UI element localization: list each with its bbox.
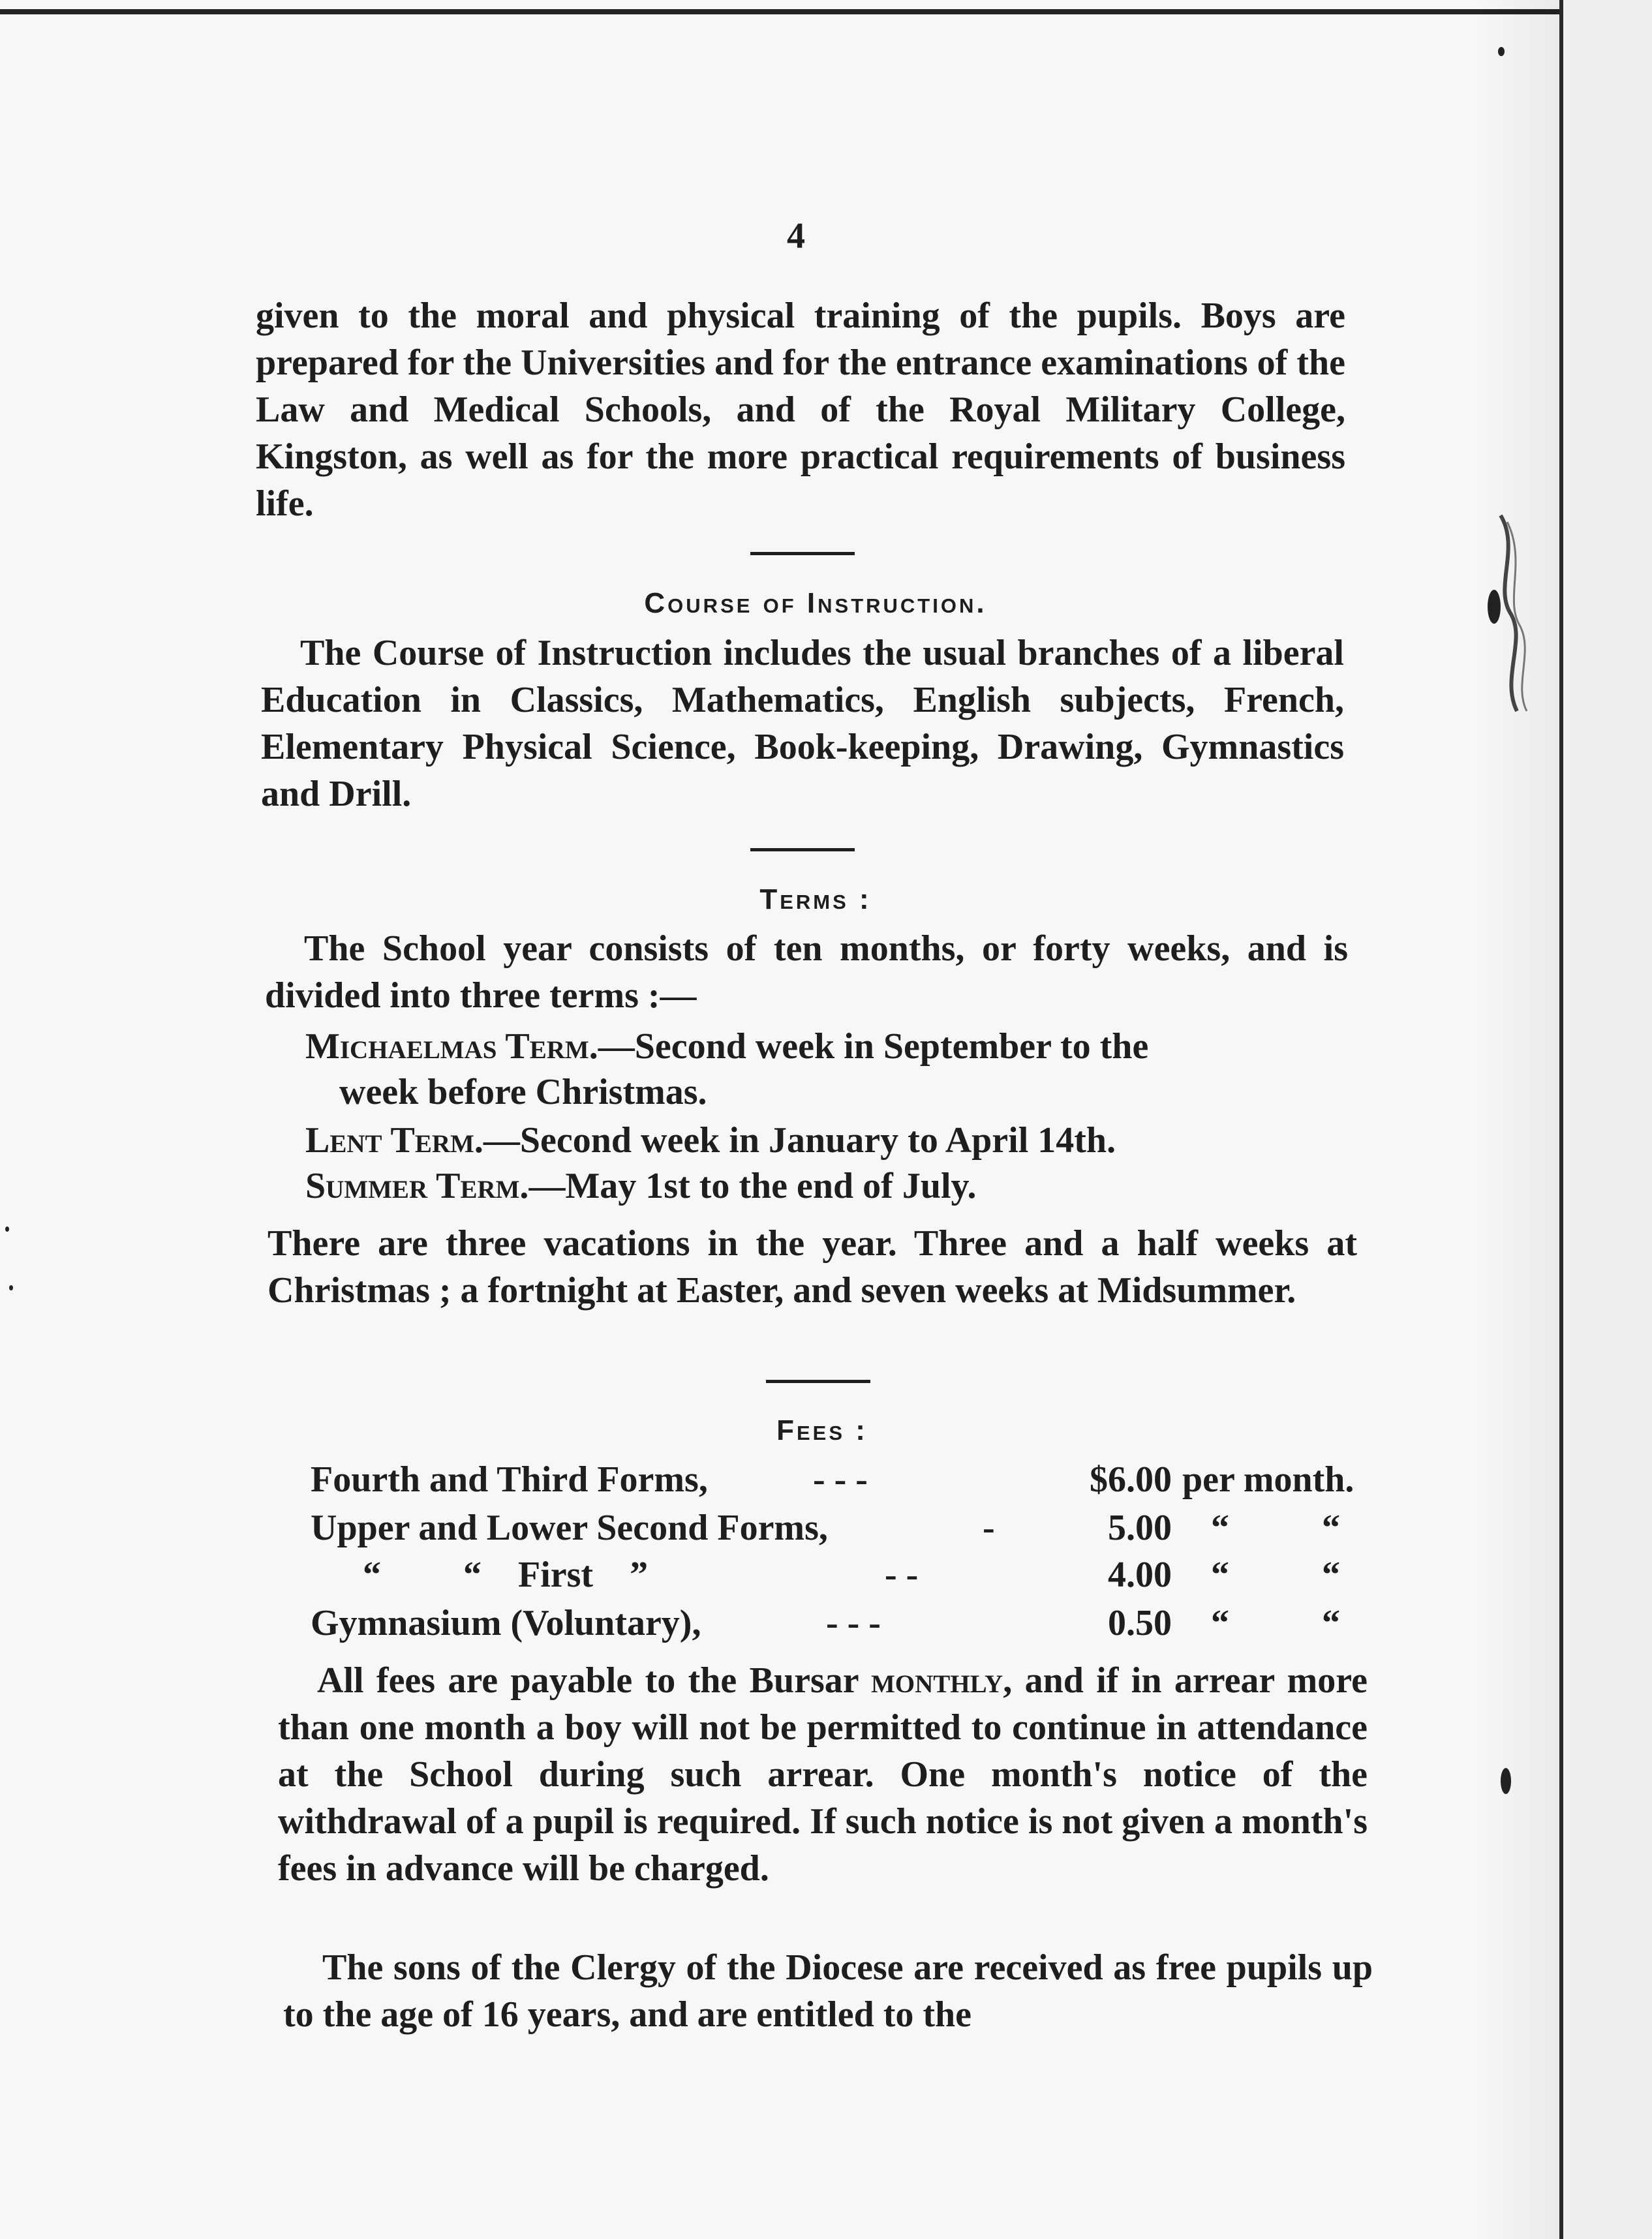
section-divider	[766, 1380, 870, 1383]
fee-label: Fourth and Third Forms,	[311, 1459, 708, 1500]
fee-leader: - - -	[813, 1459, 868, 1500]
michaelmas-term-dates: —Second week in September to the	[598, 1026, 1149, 1067]
section-divider	[750, 848, 855, 851]
fee-label: Gymnasium (Voluntary),	[311, 1603, 701, 1643]
ditto-mark: “	[1211, 1555, 1229, 1595]
summer-term-name: Summer Term.	[305, 1166, 529, 1206]
lent-term-dates: —Second week in January to April 14th.	[483, 1120, 1116, 1161]
clergy-paragraph	[283, 1944, 1373, 2038]
fee-leader: - - -	[826, 1603, 881, 1643]
fees-heading: Fees :	[776, 1414, 868, 1446]
section-divider	[750, 552, 855, 555]
edge-speck	[5, 1226, 9, 1232]
summer-line	[305, 1165, 976, 1207]
summer-term-dates: —May 1st to the end of July.	[528, 1166, 977, 1206]
lent-line	[305, 1120, 1116, 1161]
edge-speck	[1501, 1768, 1511, 1794]
edge-speck	[1498, 47, 1505, 56]
terms-heading: Terms :	[759, 883, 872, 915]
fee-leader: -	[983, 1508, 995, 1548]
fee-amount: 5.00	[1108, 1508, 1172, 1548]
binding-thread-mark	[1481, 509, 1540, 718]
ditto-mark: “	[1211, 1603, 1229, 1643]
page-number: 4	[787, 216, 805, 256]
fees-payment-text-end: , and if in arrear more than one month a boy will not be permitted to continue in attendance at the School during such arrear. One month's notice of the withdrawal of a pupil is required. If such notice is not given a month's fees in advance will be charged.	[278, 1660, 1368, 1889]
fee-amount: 0.50	[1108, 1603, 1172, 1643]
michaelmas-line	[305, 1026, 1148, 1067]
fee-amount: $6.00	[1090, 1459, 1172, 1500]
fee-row	[311, 1554, 1341, 1597]
fee-row	[311, 1602, 1341, 1645]
fee-row	[311, 1459, 1354, 1502]
fees-monthly-emphasis: monthly	[870, 1660, 1003, 1701]
clergy-text: The sons of the Clergy of the Diocese are received as free pupils up to the age of 16 years, and are entitled to the	[283, 1947, 1373, 2035]
binding-shadow	[1475, 0, 1559, 2239]
course-text: The Course of Instruction includes the usual branches of a liberal Education in Classics, Mathematics, English subjects, French, Elementary Physical Science, Book-keeping, Drawing, Gymnastics and Drill.	[261, 633, 1344, 814]
terms-intro	[265, 925, 1348, 1019]
ditto-mark: “	[1211, 1508, 1229, 1548]
ditto-mark: “	[1322, 1508, 1340, 1548]
michaelmas-line-2: week before Christmas.	[339, 1072, 707, 1112]
vacations-paragraph: There are three vacations in the year. Three and a half weeks at Christmas ; a fortnight at Easter, and seven weeks at Midsummer.	[268, 1223, 1357, 1311]
lent-term-name: Lent Term.	[305, 1120, 483, 1161]
fee-amount: 4.00	[1108, 1555, 1172, 1595]
course-heading: Course of Instruction.	[644, 587, 987, 619]
edge-speck	[9, 1285, 13, 1290]
fee-label: “ “ First ”	[363, 1555, 649, 1595]
fees-payment-paragraph	[278, 1657, 1368, 1892]
fee-unit: per month.	[1182, 1459, 1354, 1500]
intro-paragraph: given to the moral and physical training of the pupils. Boys are prepared for the Universities and for the entrance examinations of the Law and Medical Schools, and of the Royal Military College, Kingston, as well as for the more practical requirements of business life.	[256, 296, 1345, 524]
fee-label: Upper and Lower Second Forms,	[311, 1508, 828, 1548]
fees-payment-text-start: All fees are payable to the Bursar	[317, 1660, 871, 1701]
ditto-mark: “	[1322, 1555, 1340, 1595]
fee-leader: - -	[885, 1555, 919, 1595]
ditto-mark: “	[1322, 1603, 1340, 1643]
top-border	[0, 9, 1652, 14]
terms-intro-text: The School year consists of ten months, or forty weeks, and is divided into three terms :—	[265, 928, 1348, 1016]
michaelmas-term-name: Michaelmas Term.	[305, 1026, 598, 1067]
course-paragraph	[261, 630, 1344, 817]
fee-row	[311, 1507, 1341, 1550]
right-page-edge	[1559, 0, 1652, 2239]
